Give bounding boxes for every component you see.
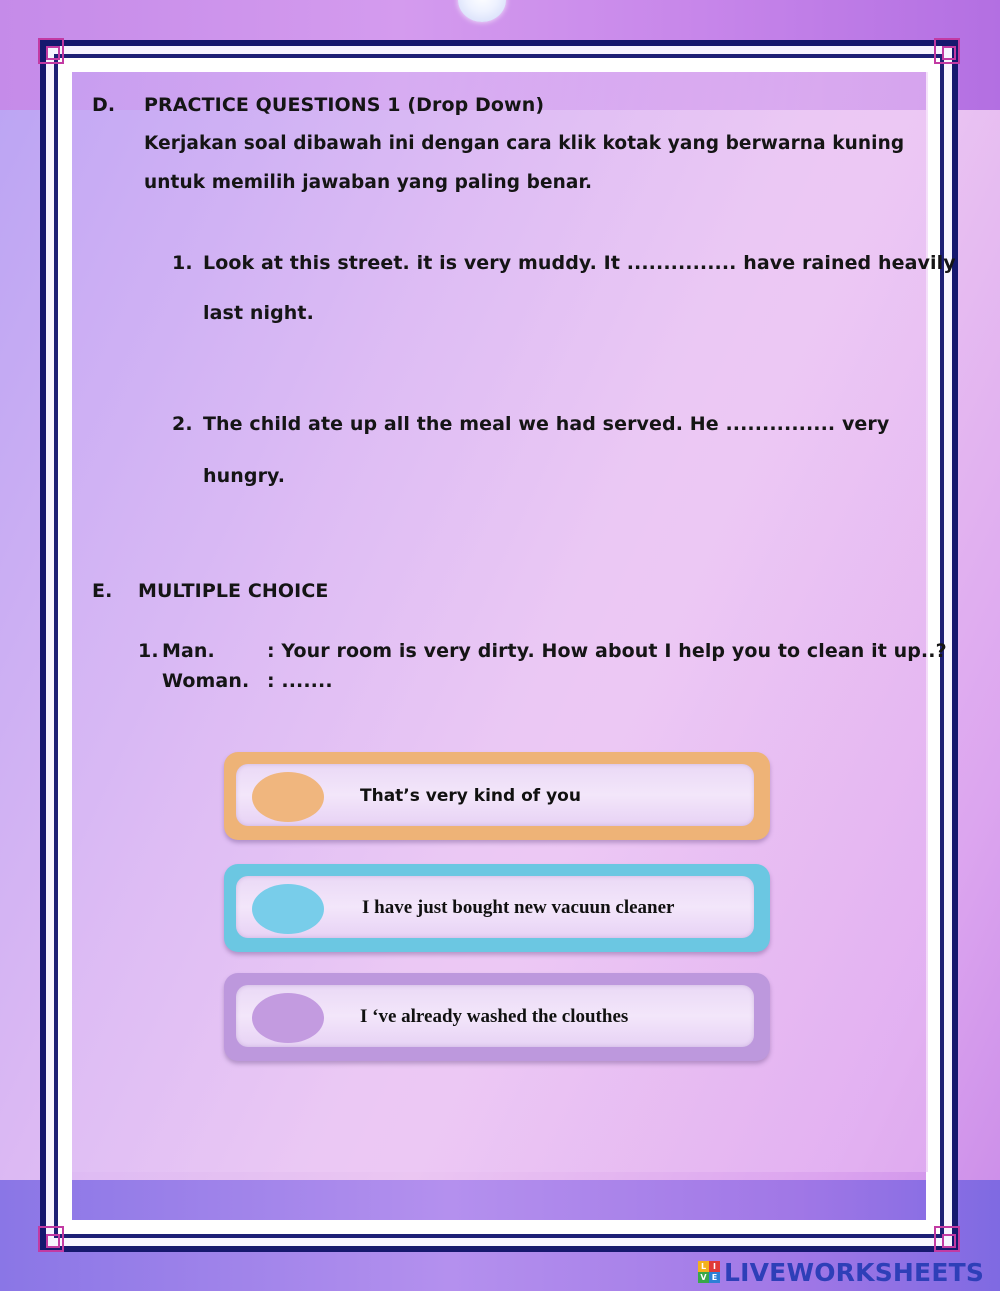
logo-mark-icon [698, 1261, 720, 1283]
mc-question-number: 1. [138, 640, 159, 662]
speaker-woman: Woman. [162, 670, 250, 692]
choice-label: I have just bought new vacuun cleaner [362, 897, 675, 918]
answer-choice-3[interactable] [224, 973, 770, 1061]
choice-label: I ‘ve already washed the clouthes [360, 1006, 629, 1027]
section-d-title: PRACTICE QUESTIONS 1 (Drop Down) [144, 94, 545, 116]
question-2-line-1: The child ate up all the meal we had served. He ............... very [203, 413, 890, 435]
logo-letter: E [709, 1272, 720, 1283]
logo-letter: V [698, 1272, 709, 1283]
logo-letter: I [709, 1261, 720, 1272]
speaker-man: Man. [162, 640, 215, 662]
answer-choice-2[interactable] [224, 864, 770, 952]
instruction-line-2: untuk memilih jawaban yang paling benar. [144, 172, 593, 193]
logo-letter: L [698, 1261, 709, 1272]
question-number: 1. [172, 252, 193, 274]
answer-choice-1[interactable] [224, 752, 770, 840]
section-e-letter: E. [92, 580, 113, 602]
choice-radio-dot[interactable] [252, 772, 324, 822]
question-1-line-1: Look at this street. it is very muddy. It ............... have rained heavily [203, 252, 956, 274]
frame-corner-ornament [934, 1226, 960, 1252]
frame-corner-ornament [934, 38, 960, 64]
section-d-letter: D. [92, 94, 116, 116]
speaker-woman-line: : ....... [267, 670, 333, 692]
question-1-line-2: last night. [203, 302, 314, 324]
frame-corner-ornament [38, 1226, 64, 1252]
instruction-line-1: Kerjakan soal dibawah ini dengan cara klik kotak yang berwarna kuning [144, 133, 905, 154]
question-2-line-2: hungry. [203, 465, 286, 487]
liveworksheets-logo[interactable] [698, 1258, 984, 1286]
question-number: 2. [172, 413, 193, 435]
choice-radio-dot[interactable] [252, 993, 324, 1043]
choice-label: That’s very kind of you [360, 786, 581, 806]
logo-text: LIVEWORKSHEETS [724, 1257, 985, 1287]
section-e-title: MULTIPLE CHOICE [138, 580, 329, 602]
frame-corner-ornament [38, 38, 64, 64]
speaker-man-line: : Your room is very dirty. How about I help you to clean it up..? [267, 640, 947, 662]
choice-radio-dot[interactable] [252, 884, 324, 934]
